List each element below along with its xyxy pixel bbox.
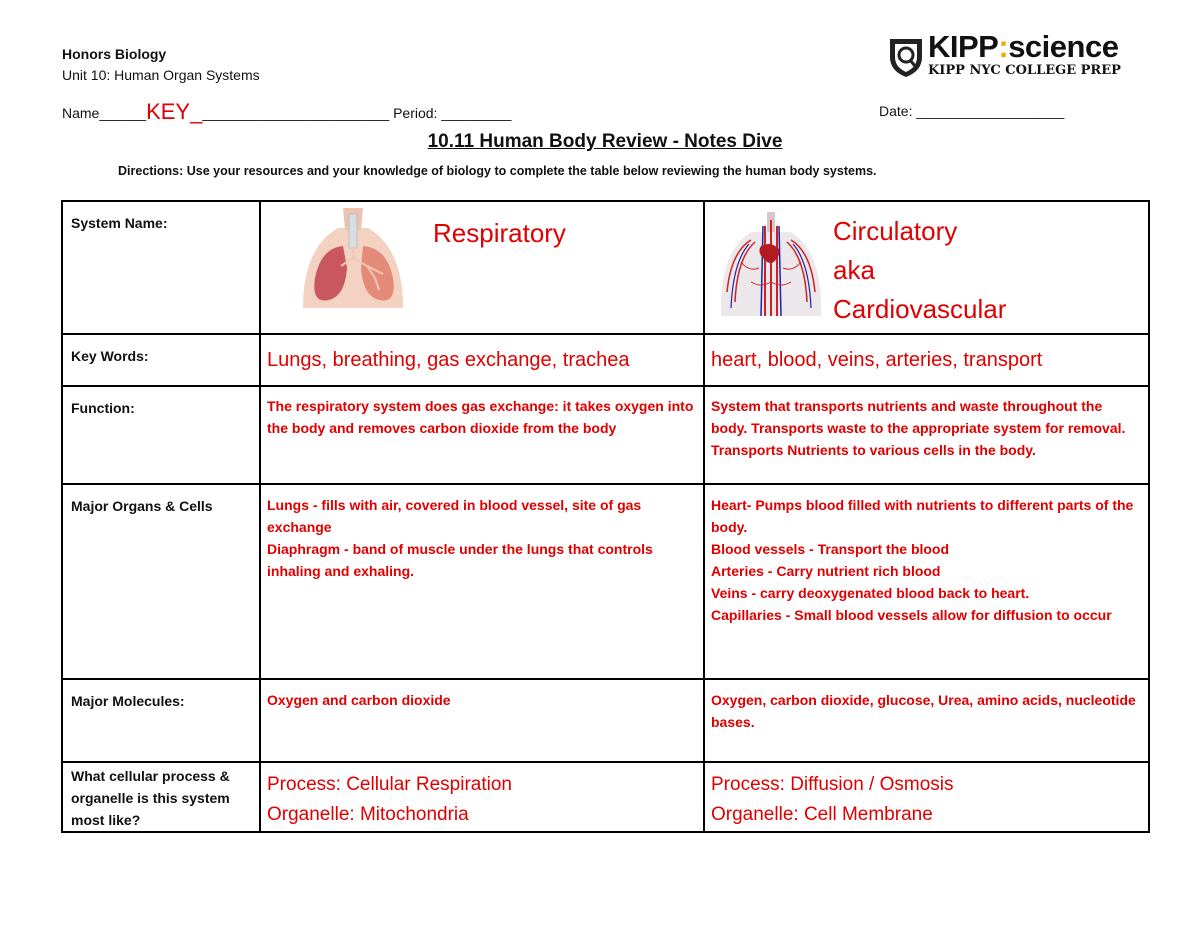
label-function: Function:	[62, 386, 260, 484]
logo-kipp-text: KIPP	[928, 29, 999, 64]
respiratory-organ-item: Diaphragm - band of muscle under the lungs that controls inhaling and exhaling.	[267, 541, 653, 579]
kipp-science-logo	[886, 29, 1126, 81]
circulatory-process	[704, 762, 1149, 832]
table-row-system-name	[62, 201, 1149, 334]
respiratory-process	[260, 762, 704, 832]
page-title-text: 10.11 Human Body Review - Notes Dive	[427, 131, 783, 152]
respiratory-function	[260, 386, 704, 484]
circulatory-key-words-text: heart, blood, veins, arteries, transport	[711, 349, 1043, 371]
name-period-line	[62, 98, 511, 124]
circulatory-name-line-3: Cardiovascular	[833, 294, 1007, 324]
circulatory-organ-item: Blood vessels - Transport the blood	[711, 541, 950, 557]
directions-text: Directions: Use your resources and your knowledge of biology to complete the table below reviewing the human body systems.	[118, 164, 877, 178]
table-row-molecules	[62, 679, 1149, 762]
label-system-name: System Name:	[62, 201, 260, 334]
label-process: What cellular process & organelle is this system most like?	[62, 762, 260, 832]
period-field[interactable]: Period: _________	[389, 105, 512, 121]
circulatory-organs	[704, 484, 1149, 679]
label-molecules: Major Molecules:	[62, 679, 260, 762]
review-table	[61, 200, 1150, 833]
page-title	[0, 131, 1200, 153]
circulatory-organ-item: Veins - carry deoxygenated blood back to heart.	[711, 585, 1030, 601]
respiratory-name-cell	[260, 201, 704, 334]
respiratory-organs	[260, 484, 704, 679]
respiratory-key-words	[260, 334, 704, 386]
kipp-shield-icon	[886, 35, 926, 79]
label-organs: Major Organs & Cells	[62, 484, 260, 679]
respiratory-molecules-text: Oxygen and carbon dioxide	[267, 692, 451, 708]
respiratory-process-text: Process: Cellular Respiration	[267, 774, 512, 795]
table-row-organs	[62, 484, 1149, 679]
name-blank: ________________________	[202, 105, 390, 121]
logo-science-text: science	[1008, 29, 1119, 64]
circulatory-name-line-2: aka	[833, 255, 875, 285]
circulatory-name-cell	[704, 201, 1149, 334]
circulatory-process-text: Process: Diffusion / Osmosis	[711, 774, 954, 795]
label-key-words: Key Words:	[62, 334, 260, 386]
circulatory-name-line-1: Circulatory	[833, 216, 958, 246]
circulatory-organ-item: Arteries - Carry nutrient rich blood	[711, 563, 941, 579]
respiratory-organelle-text: Organelle: Mitochondria	[267, 804, 469, 825]
unit-title: Unit 10: Human Organ Systems	[62, 67, 260, 83]
circulatory-system-illustration-icon	[711, 212, 831, 316]
logo-colon: :	[998, 29, 1009, 64]
logo-brand	[928, 29, 1118, 65]
table-row-function	[62, 386, 1149, 484]
name-key-value[interactable]: KEY_	[146, 99, 203, 124]
respiratory-key-words-text: Lungs, breathing, gas exchange, trachea	[267, 349, 630, 371]
name-label: Name______	[62, 105, 147, 121]
respiratory-molecules	[260, 679, 704, 762]
circulatory-function-text: System that transports nutrients and waste throughout the body. Transports waste to the appropriate system for removal. Transports Nutrients to various cells in the body.	[711, 398, 1126, 458]
circulatory-organelle-text: Organelle: Cell Membrane	[711, 804, 933, 825]
circulatory-molecules-text: Oxygen, carbon dioxide, glucose, Urea, amino acids, nucleotide bases.	[711, 692, 1136, 730]
circulatory-name	[833, 212, 1006, 329]
table-row-process	[62, 762, 1149, 832]
logo-tagline: KIPP NYC COLLEGE PREP	[928, 63, 1121, 78]
respiratory-organ-item: Lungs - fills with air, covered in blood vessel, site of gas exchange	[267, 497, 642, 535]
respiratory-name: Respiratory	[433, 218, 566, 248]
circulatory-key-words	[704, 334, 1149, 386]
respiratory-function-text: The respiratory system does gas exchange: it takes oxygen into the body and removes carbon dioxide from the body	[267, 398, 694, 436]
date-field[interactable]: Date: ___________________	[879, 103, 1065, 119]
course-title: Honors Biology	[62, 46, 167, 62]
circulatory-function	[704, 386, 1149, 484]
circulatory-organ-item: Capillaries - Small blood vessels allow for diffusion to occur	[711, 607, 1112, 623]
lungs-illustration-icon	[283, 208, 423, 308]
course-header	[62, 44, 260, 86]
table-row-key-words	[62, 334, 1149, 386]
circulatory-molecules	[704, 679, 1149, 762]
circulatory-organ-item: Heart- Pumps blood filled with nutrients to different parts of the body.	[711, 497, 1134, 535]
